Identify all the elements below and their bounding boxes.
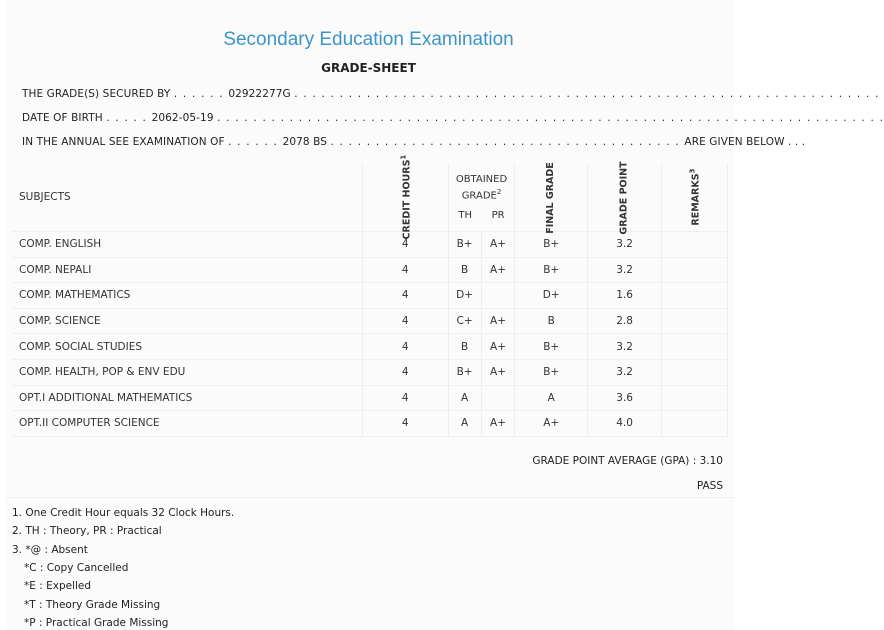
exam-line: IN THE ANNUAL SEE EXAMINATION OF . . . . . . 2078 BS . . . . . . . . . . . . . . . . . . . . . . . . . . . . . . . . . . . . . . . ARE GIVEN BELOW . . . — [22, 136, 806, 148]
exam-label: IN THE ANNUAL SEE EXAMINATION OF — [22, 136, 225, 148]
pr-grade — [481, 283, 515, 309]
grade-point: 3.2 — [588, 232, 662, 258]
credit-hours: 4 — [362, 334, 448, 360]
dob-line: DATE OF BIRTH . . . . . 2062-05-19 . . . . . . . . . . . . . . . . . . . . . . . . . . . . . . . . . . . . . . . . . . . . . . . . . . . . . . . . . . . . . . . . . . . . . . . . . . — [22, 112, 884, 124]
pr-grade — [481, 385, 515, 411]
footnote-practical-missing: *P : Practical Grade Missing — [24, 617, 169, 629]
final-grade: A — [515, 385, 588, 411]
obtained-grade-header: OBTAINED GRADE$^2$ TH PR — [448, 163, 515, 232]
table-row — [12, 308, 728, 334]
divider — [6, 497, 735, 498]
footnote-theory-missing: *T : Theory Grade Missing — [24, 599, 161, 611]
secured-by-line: THE GRADE(S) SECURED BY . . . . . . 02922277G . . . . . . . . . . . . . . . . . . . . . . . . . . . . . . . . . . . . . . . . . . . . . . . . . . . . . . . . . . . . . . . . . — [22, 88, 880, 100]
dob-value: 2062-05-19 — [151, 112, 214, 124]
grade-sheet-heading: GRADE-SHEET — [321, 61, 416, 75]
grade-point-header: GRADE POINT — [588, 163, 662, 232]
th-header: TH — [458, 210, 472, 222]
grade-point: 3.2 — [588, 257, 662, 283]
pr-grade: A+ — [481, 308, 515, 334]
grade-point: 3.2 — [588, 334, 662, 360]
final-grade: B+ — [515, 257, 588, 283]
dob-label: DATE OF BIRTH — [22, 112, 103, 124]
subject-name: OPT.I ADDITIONAL MATHEMATICS — [12, 385, 362, 411]
remarks — [662, 411, 728, 437]
table-row — [12, 385, 728, 411]
remarks — [662, 308, 728, 334]
remarks — [662, 283, 728, 309]
th-grade: B — [448, 257, 481, 283]
subject-name: COMP. ENGLISH — [12, 232, 362, 258]
subject-name: COMP. MATHEMATICS — [12, 283, 362, 309]
credit-hours: 4 — [362, 308, 448, 334]
credit-hours: 4 — [362, 411, 448, 437]
remarks — [662, 232, 728, 258]
remarks-header: REMARKS$^3$ — [662, 163, 728, 232]
table-row — [12, 257, 728, 283]
table-row — [12, 359, 728, 385]
final-grade: B+ — [515, 359, 588, 385]
final-grade: A+ — [515, 411, 588, 437]
final-grade: B+ — [515, 334, 588, 360]
credit-hours: 4 — [362, 257, 448, 283]
table-row — [12, 334, 728, 360]
credit-hours: 4 — [362, 359, 448, 385]
final-grade: B+ — [515, 232, 588, 258]
exam-year: 2078 BS — [282, 136, 328, 148]
th-grade: C+ — [448, 308, 481, 334]
grade-point: 4.0 — [588, 411, 662, 437]
pr-grade: A+ — [481, 411, 515, 437]
page-title: Secondary Education Examination — [223, 29, 514, 50]
credit-hours: 4 — [362, 232, 448, 258]
final-grade-header: FINAL GRADE — [515, 163, 588, 232]
gpa-value: GRADE POINT AVERAGE (GPA) : 3.10 — [532, 455, 723, 467]
footnote-2: 2. TH : Theory, PR : Practical — [12, 525, 162, 537]
subject-name: COMP. SOCIAL STUDIES — [12, 334, 362, 360]
pr-grade: A+ — [481, 359, 515, 385]
footnote-expelled: *E : Expelled — [24, 580, 92, 592]
credit-hours-header — [362, 154, 448, 240]
grade-point: 3.6 — [588, 385, 662, 411]
table-row — [12, 283, 728, 309]
pr-header: PR — [491, 210, 505, 222]
credit-hours-header-text: CREDIT HOURS$^1$ — [399, 154, 413, 240]
result-status: PASS — [696, 480, 723, 492]
table-row — [12, 232, 728, 258]
grades-table — [12, 154, 728, 437]
subject-name: COMP. HEALTH, POP & ENV EDU — [12, 359, 362, 385]
footnote-1: 1. One Credit Hour equals 32 Clock Hours. — [12, 507, 235, 519]
credit-hours: 4 — [362, 283, 448, 309]
pr-grade: A+ — [481, 257, 515, 283]
final-grade: B — [515, 308, 588, 334]
th-grade: D+ — [448, 283, 481, 309]
remarks — [662, 385, 728, 411]
final-grade: D+ — [515, 283, 588, 309]
remarks — [662, 334, 728, 360]
pr-grade: A+ — [481, 232, 515, 258]
th-grade: B — [448, 334, 481, 360]
table-header-row — [12, 163, 728, 232]
grade-point: 2.8 — [588, 308, 662, 334]
secured-by-label: THE GRADE(S) SECURED BY — [22, 88, 171, 100]
credit-hours: 4 — [362, 385, 448, 411]
remarks — [662, 359, 728, 385]
th-grade: A — [448, 411, 481, 437]
exam-suffix: ARE GIVEN BELOW . . . — [684, 136, 806, 148]
grade-point: 1.6 — [588, 283, 662, 309]
subject-name: COMP. SCIENCE — [12, 308, 362, 334]
footnote-3: 3. *@ : Absent — [12, 544, 88, 556]
th-grade: B+ — [448, 232, 481, 258]
grade-point: 3.2 — [588, 359, 662, 385]
symbol-number: 02922277G — [228, 88, 291, 100]
subject-name: COMP. NEPALI — [12, 257, 362, 283]
footnote-copy-cancelled: *C : Copy Cancelled — [24, 562, 129, 574]
subjects-header: SUBJECTS — [12, 163, 362, 232]
pr-grade: A+ — [481, 334, 515, 360]
th-grade: B+ — [448, 359, 481, 385]
subject-name: OPT.II COMPUTER SCIENCE — [12, 411, 362, 437]
remarks — [662, 257, 728, 283]
th-grade: A — [448, 385, 481, 411]
table-row — [12, 411, 728, 437]
